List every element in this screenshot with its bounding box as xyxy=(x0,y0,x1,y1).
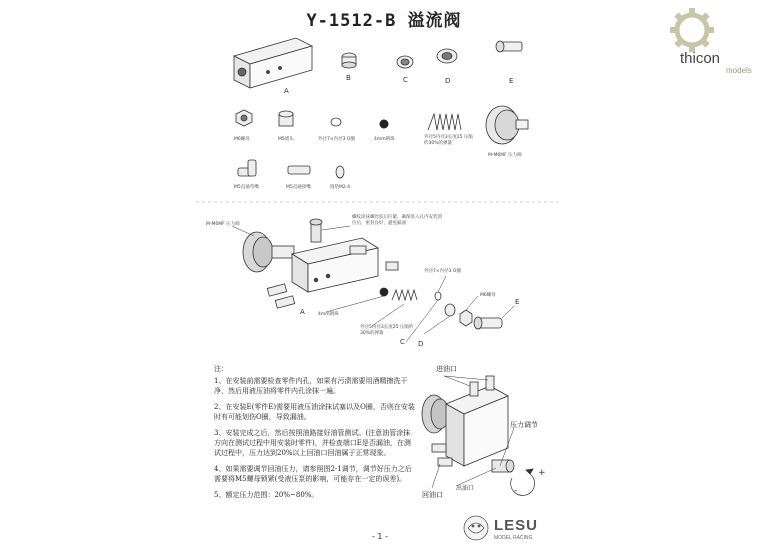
asm-label-c: C xyxy=(400,338,405,346)
straight-fitting-drawing xyxy=(288,166,310,174)
label-steel-ball: 4mm钢珠 xyxy=(374,137,395,142)
part-b-drawing xyxy=(342,53,356,68)
installed-valve-drawing xyxy=(422,376,535,495)
label-straight-fitting: M5直通接嘴 xyxy=(286,185,311,190)
label-part-d: D xyxy=(445,77,451,85)
m6-nut-drawing xyxy=(236,110,252,126)
m5-plug-drawing xyxy=(279,111,293,126)
asm-ball-label: 4mm钢珠 xyxy=(318,312,339,317)
notes-header: 注： xyxy=(214,365,228,373)
spacer-drawing xyxy=(336,166,344,178)
label-part-c: C xyxy=(403,76,408,84)
document-title: Y-1512-B 溢流阀 xyxy=(306,11,462,31)
part-a-drawing xyxy=(234,38,312,88)
part-c-drawing xyxy=(397,56,413,68)
asm-label-d: D xyxy=(418,340,424,348)
label-pressure-knob: M-M6MF 压力阀 xyxy=(488,153,522,158)
label-m5-plug: M5堵头 xyxy=(278,137,294,142)
adjust-label: 压力调节 xyxy=(510,421,538,429)
lesu-sub: MODEL RACING xyxy=(494,535,533,541)
part-d-drawing xyxy=(437,49,457,63)
lesu-lion-icon xyxy=(464,516,488,540)
pressure-knob-drawing xyxy=(486,106,528,144)
elbow-fitting-drawing xyxy=(238,160,256,176)
label-spacer: 圆垫M2.4 xyxy=(330,185,351,190)
asm-label-a: A xyxy=(300,308,305,316)
label-elbow-fitting: M5直通弯嘴 xyxy=(234,185,259,190)
asm-label-e: E xyxy=(515,298,520,306)
note-4: 4、如果需要调节回油压力，请参照图2-1调节，调节好压力之后需要将M5螺母锁紧(受液压泵的影响，可能存在一定的误差)。 xyxy=(214,465,412,483)
spring-drawing xyxy=(428,114,461,130)
asm-spring-label: 外径5内径3长度25 压缩约30%的弹簧 xyxy=(360,325,414,336)
minus-label: - xyxy=(514,486,518,496)
return-label: 回油口 xyxy=(422,491,443,499)
o-ring-drawing xyxy=(331,118,341,126)
label-spring: 外径5内径3长度25 压缩约30%的弹簧 xyxy=(424,135,473,146)
note-1: 1、在安装前需要检查零件内孔，如果有污渍需要用酒精擦洗干净，然后用液压油将零件内孔涂抹一遍。 xyxy=(214,377,408,395)
steel-ball-drawing xyxy=(380,120,389,129)
asm-callout-top: 螺纹涂抹螺丝胶后拧紧，确保进入孔内安装到位后，密封良好，避免漏油 xyxy=(352,215,442,226)
label-part-b: B xyxy=(346,74,351,82)
asm-oring-label: 外径7×内径3 O圈 xyxy=(424,269,461,274)
inlet-label: 进油口 xyxy=(436,365,457,373)
plus-label: + xyxy=(538,468,546,478)
thicon-name: thicon xyxy=(680,50,721,67)
page-number: - 1 - xyxy=(372,532,388,541)
label-m6-nut: M6螺母 xyxy=(234,137,250,142)
label-part-a: A xyxy=(284,87,289,95)
thicon-sub: models xyxy=(726,66,752,75)
label-part-e: E xyxy=(509,77,514,85)
part-e-drawing xyxy=(496,41,522,52)
asm-nut-label: M6螺母 xyxy=(480,293,496,298)
asm-knob-label: M-M6MF 压力阀 xyxy=(206,222,240,227)
lesu-name: LESU xyxy=(494,517,539,534)
note-5: 5、额定压力范围：20%~80%。 xyxy=(214,491,319,499)
notes-block xyxy=(214,364,416,500)
label-o-ring: 外径7×内径3 O圈 xyxy=(318,137,355,142)
note-2: 2、在安装E(零件E)需要用液压油涂抹试塞以及O圈，否则在安装时有可能划伤O圈，导致漏油。 xyxy=(214,403,415,421)
outlet-label: 出油口 xyxy=(456,485,475,492)
note-3: 3、安装完成之后，然后按照油路接好油管测试。(注意油管涂抹方向在测试过程中用安装时零件)，并检查端口E是否漏油，在测试过程中，压力达到20%以上回油口回油属于正常现象。 xyxy=(214,429,411,457)
